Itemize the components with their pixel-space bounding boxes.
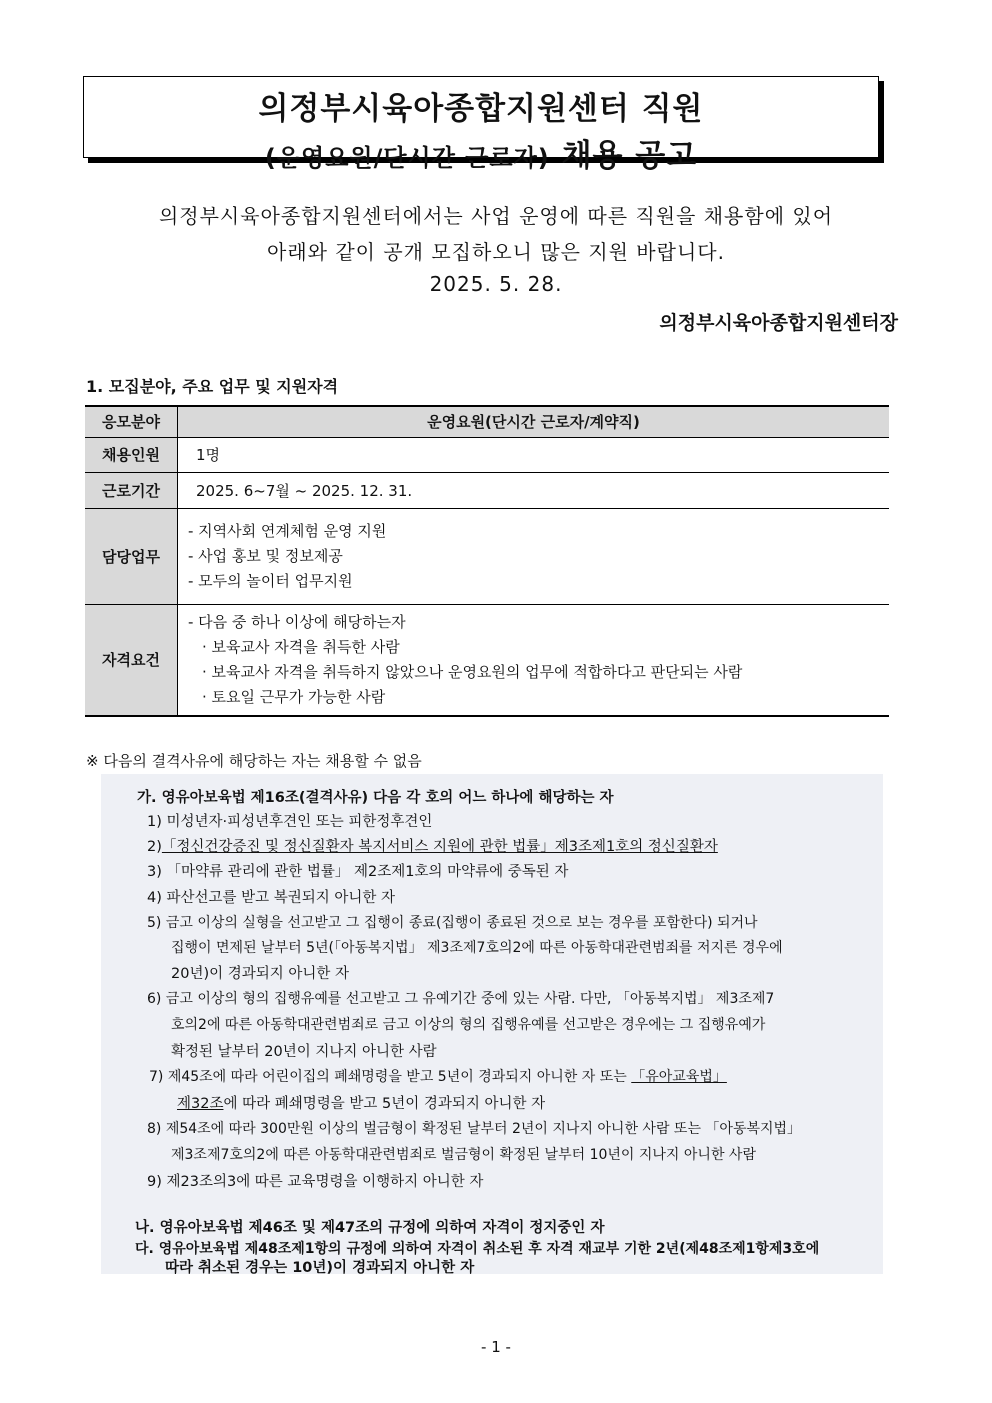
list-item-cont: 확정된 날부터 20년이 지나지 아니한 사람 [171, 1044, 437, 1060]
recruitment-table [85, 405, 889, 717]
duty-item: - 지역사회 연계체험 운영 지원 [188, 521, 387, 540]
list-item [149, 1066, 727, 1086]
section-1-heading: 1. 모집분야, 주요 업무 및 지원자격 [86, 377, 339, 396]
list-item-cont: 20년)이 경과되지 아니한 자 [171, 966, 350, 982]
table-row-period [85, 472, 889, 508]
title-line-1: 의정부시육아종합지원센터 직원 [258, 91, 704, 127]
ga-heading: 가. 영유아보육법 제16조(결격사유) 다음 각 호의 어느 하나에 해당하는 자 [137, 790, 614, 806]
law-reference: 「유아교육법」 [631, 1069, 727, 1085]
field-value: 운영요원(단시간 근로자/계약직) [178, 406, 890, 437]
hires-value: 1명 [178, 437, 890, 472]
item-text: 에 따라 폐쇄명령을 받고 5년이 경과되지 아니한 자 [223, 1096, 546, 1112]
item-text: 7) 제45조에 따라 어린이집의 폐쇄명령을 받고 5년이 경과되지 아니한 자 또는 [149, 1069, 627, 1085]
list-item: 8) 제54조에 따라 300만원 이상의 벌금형이 확정된 날부터 2년이 지나지 아니한 사람 또는 「아동복지법」 [147, 1121, 802, 1137]
list-item-cont: 집행이 면제된 날부터 5년(「아동복지법」 제3조제7호의2에 따른 아동학대관련범죄를 저지른 경우에 [171, 940, 783, 956]
signature: 의정부시육아종합지원센터장 [659, 312, 898, 334]
period-label: 근로기간 [85, 472, 178, 508]
disqualification-note: ※ 다음의 결격사유에 해당하는 자는 채용할 수 없음 [86, 752, 422, 770]
field-label: 응모분야 [85, 406, 178, 437]
list-item-cont [177, 1092, 545, 1113]
duty-item: - 모두의 놀이터 업무지원 [188, 571, 353, 590]
period-value: 2025. 6~7월 ~ 2025. 12. 31. [178, 472, 890, 508]
hires-label: 채용인원 [85, 437, 178, 472]
duties-list [178, 508, 890, 604]
qual-item: · 토요일 근무가 가능한 사람 [202, 687, 386, 706]
list-item: 5) 금고 이상의 실형을 선고받고 그 집행이 종료(집행이 종료된 것으로 보는 경우를 포함한다) 되거나 [147, 915, 758, 931]
list-item-cont: 제3조제7호의2에 따른 아동학대관련범죄로 벌금형이 확정된 날부터 10년이 지나지 아니한 사람 [171, 1147, 756, 1163]
item-number: 2) [147, 839, 162, 855]
list-item: 9) 제23조의3에 따른 교육명령을 이행하지 아니한 자 [147, 1174, 484, 1190]
table-row-qualifications [85, 604, 889, 716]
list-item: 3) 「마약류 관리에 관한 법률」 제2조제1호의 마약류에 중독된 자 [147, 864, 569, 880]
duty-item: - 사업 홍보 및 정보제공 [188, 546, 343, 565]
list-item-cont: 호의2에 따른 아동학대관련범죄로 금고 이상의 형의 집행유예를 선고받은 경우에는 그 집행유예가 [171, 1017, 766, 1033]
law-reference: 「정신건강증진 및 정신질환자 복지서비스 지원에 관한 법률」제3조제1호의 정신질환자 [161, 839, 718, 855]
list-item [147, 835, 718, 856]
list-item: 1) 미성년자·피성년후견인 또는 피한정후견인 [147, 814, 433, 830]
title-main: 채용 공고 [561, 138, 698, 174]
duties-label: 담당업무 [85, 508, 178, 604]
list-item: 4) 파산선고를 받고 복권되지 아니한 자 [147, 890, 396, 906]
announcement-date: 2025. 5. 28. [429, 272, 563, 296]
list-item: 6) 금고 이상의 형의 집행유예를 선고받고 그 유예기간 중에 있는 사람. 다만, 「아동복지법」 제3조제7 [147, 991, 775, 1007]
qual-item: · 보육교사 자격을 취득한 사람 [202, 637, 400, 656]
title-subtitle: (운영요원/단시간 근로자) [264, 144, 550, 172]
table-row-hires [85, 437, 889, 472]
table-row-duties [85, 508, 889, 604]
qual-intro: - 다음 중 하나 이상에 해당하는자 [188, 612, 406, 631]
title-line-2 [84, 130, 878, 175]
page-number: - 1 - [481, 1338, 511, 1356]
da-item-cont: 따라 취소된 경우는 10년)이 경과되지 아니한 자 [165, 1260, 475, 1276]
intro-line-2: 아래와 같이 공개 모집하오니 많은 지원 바랍니다. [267, 240, 725, 264]
intro-line-1: 의정부시육아종합지원센터에서는 사업 운영에 따른 직원을 채용함에 있어 [158, 204, 834, 228]
qual-list [178, 604, 890, 716]
title-box [83, 76, 879, 174]
table-row-field [85, 406, 889, 437]
law-reference: 제32조 [177, 1096, 224, 1112]
qual-item: · 보육교사 자격을 취득하지 않았으나 운영요원의 업무에 적합하다고 판단되는 사람 [202, 662, 743, 681]
disqualification-box [101, 774, 883, 1274]
da-item: 다. 영유아보육법 제48조제1항의 규정에 의하여 자격이 취소된 후 자격 재교부 기한 2년(제48조제1항제3호에 [135, 1241, 820, 1257]
na-item: 나. 영유아보육법 제46조 및 제47조의 규정에 의하여 자격이 정지중인 자 [135, 1220, 605, 1236]
qual-label: 자격요건 [85, 604, 178, 716]
